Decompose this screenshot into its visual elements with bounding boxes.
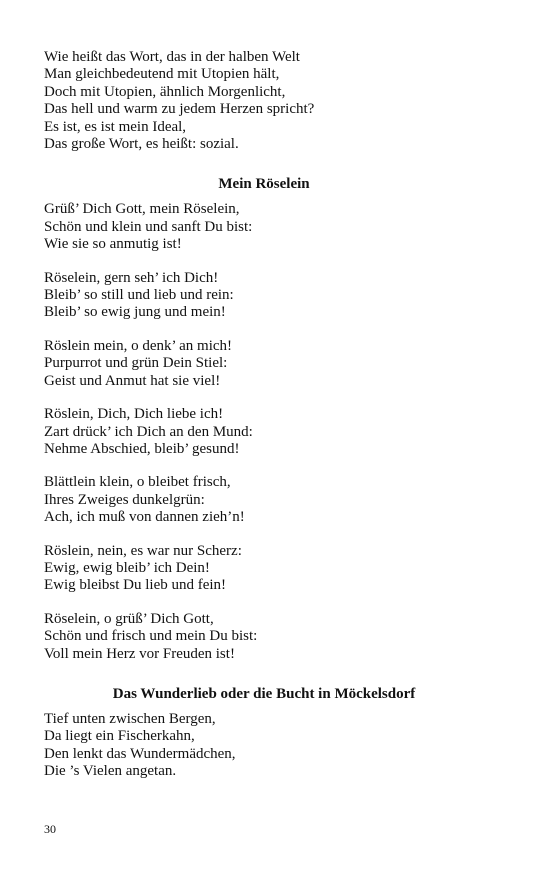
intro-stanza — [44, 49, 484, 153]
page-number: 30 — [44, 822, 56, 836]
verse-line: Ach, ich muß von dannen zieh’n! — [44, 509, 245, 526]
poem1-stanza-2 — [44, 270, 484, 322]
verse-line: Schön und klein und sanft Du bist: — [44, 218, 253, 235]
poem2-stanza-1 — [44, 711, 484, 781]
verse-line: Ihres Zweiges dunkelgrün: — [44, 491, 205, 508]
verse-line: Röslein, Dich, Dich liebe ich! — [44, 406, 224, 423]
poem-title-mein-roeselein: Mein Röselein — [218, 176, 310, 193]
verse-line: Bleib’ so ewig jung und mein! — [44, 304, 226, 321]
poem1-stanza-7 — [44, 611, 484, 663]
verse-line: Geist und Anmut hat sie viel! — [44, 372, 221, 389]
poem1-stanza-3 — [44, 338, 484, 390]
verse-line: Schön und frisch und mein Du bist: — [44, 628, 258, 645]
verse-line: Röslein, nein, es war nur Scherz: — [44, 542, 242, 559]
verse-line: Das große Wort, es heißt: sozial. — [44, 136, 239, 153]
verse-line: Doch mit Utopien, ähnlich Morgenlicht, — [44, 83, 286, 100]
verse-line: Röselein, o grüß’ Dich Gott, — [44, 610, 214, 627]
page-body — [44, 49, 484, 781]
verse-line: Man gleichbedeutend mit Utopien hält, — [44, 66, 280, 83]
verse-line: Tief unten zwischen Bergen, — [44, 710, 216, 727]
poem1-stanza-4 — [44, 406, 484, 458]
verse-line: Es ist, es ist mein Ideal, — [44, 118, 187, 135]
verse-line: Röslein mein, o denk’ an mich! — [44, 337, 233, 354]
verse-line: Wie heißt das Wort, das in der halben Welt — [44, 49, 300, 65]
poem-title-das-wunderlieb: Das Wunderlieb oder die Bucht in Möckelsdorf — [112, 685, 416, 702]
verse-line: Da liegt ein Fischerkahn, — [44, 728, 195, 745]
verse-line: Das hell und warm zu jedem Herzen spricht? — [44, 101, 315, 118]
verse-line: Die ’s Vielen angetan. — [44, 763, 177, 780]
verse-line: Voll mein Herz vor Freuden ist! — [44, 645, 235, 662]
verse-line: Grüß’ Dich Gott, mein Röselein, — [44, 201, 240, 218]
poem1-stanza-1 — [44, 201, 484, 253]
verse-line: Ewig, ewig bleib’ ich Dein! — [44, 559, 210, 576]
verse-line: Zart drück’ ich Dich an den Mund: — [44, 423, 253, 440]
verse-line: Wie sie so anmutig ist! — [44, 236, 182, 253]
poem1-stanza-6 — [44, 543, 484, 595]
verse-line: Purpurrot und grün Dein Stiel: — [44, 355, 228, 372]
verse-line: Den lenkt das Wundermädchen, — [44, 745, 236, 762]
verse-line: Ewig bleibst Du lieb und fein! — [44, 577, 227, 594]
verse-line: Bleib’ so still und lieb und rein: — [44, 287, 234, 304]
poem1-stanza-5 — [44, 474, 484, 526]
verse-line: Nehme Abschied, bleib’ gesund! — [44, 440, 240, 457]
verse-line: Blättlein klein, o bleibet frisch, — [44, 474, 231, 491]
verse-line: Röselein, gern seh’ ich Dich! — [44, 269, 219, 286]
